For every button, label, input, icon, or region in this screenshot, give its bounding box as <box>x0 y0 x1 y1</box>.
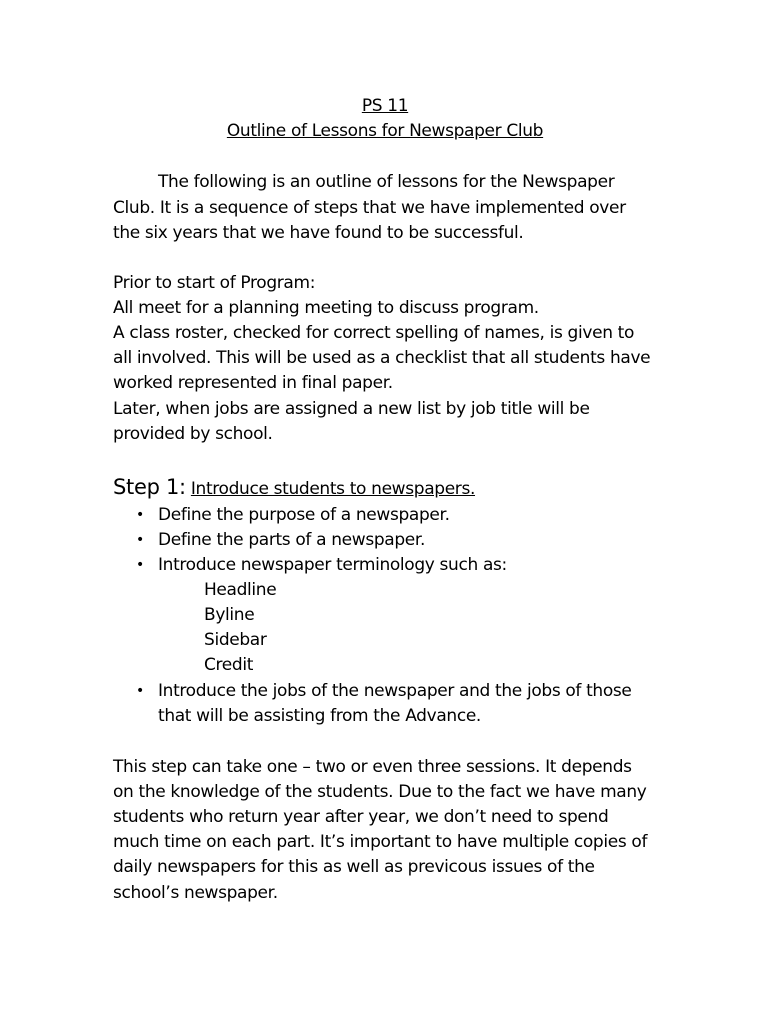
term-byline: Byline <box>204 605 255 625</box>
closing-line-1: This step can take one – two or even three sessions. It depends <box>113 757 632 777</box>
prior-line-4: worked represented in final paper. <box>113 373 393 393</box>
step-1-label: Step 1: <box>113 475 186 499</box>
intro-line-3: the six years that we have found to be successful. <box>113 223 524 243</box>
step-1-bullet-4-line-1: Introduce the jobs of the newspaper and the jobs of those <box>158 681 632 701</box>
closing-line-6: school’s newspaper. <box>113 883 278 903</box>
term-sidebar: Sidebar <box>204 630 267 650</box>
document-code: PS 11 <box>361 96 409 116</box>
step-1-bullet-4-line-2: that will be assisting from the Advance. <box>158 706 481 726</box>
term-credit: Credit <box>204 655 254 675</box>
bullet-marker: • <box>136 532 145 548</box>
step-1-bullet-3: Introduce newspaper terminology such as: <box>158 555 507 575</box>
intro-line-2: Club. It is a sequence of steps that we have implemented over <box>113 198 626 218</box>
bullet-marker: • <box>136 557 145 573</box>
document-title: Outline of Lessons for Newspaper Club <box>226 121 544 141</box>
step-1-title: Introduce students to newspapers. <box>190 479 476 499</box>
prior-line-6: provided by school. <box>113 424 273 444</box>
prior-line-3: all involved. This will be used as a checklist that all students have <box>113 348 651 368</box>
term-headline: Headline <box>204 580 277 600</box>
intro-line-1: The following is an outline of lessons for the Newspaper <box>158 172 615 192</box>
bullet-marker: • <box>136 683 145 699</box>
bullet-marker: • <box>136 507 145 523</box>
prior-line-1: All meet for a planning meeting to discuss program. <box>113 298 539 318</box>
closing-line-2: on the knowledge of the students. Due to the fact we have many <box>113 782 647 802</box>
prior-heading: Prior to start of Program: <box>113 273 316 293</box>
closing-line-4: much time on each part. It’s important to have multiple copies of <box>113 832 648 852</box>
step-1-bullet-2: Define the parts of a newspaper. <box>158 530 426 550</box>
prior-line-5: Later, when jobs are assigned a new list by job title will be <box>113 399 590 419</box>
step-1-bullet-1: Define the purpose of a newspaper. <box>158 505 450 525</box>
closing-line-3: students who return year after year, we don’t need to spend <box>113 807 609 827</box>
step-1-heading <box>113 475 475 500</box>
closing-line-5: daily newspapers for this as well as previcous issues of the <box>113 857 595 877</box>
prior-line-2: A class roster, checked for correct spelling of names, is given to <box>113 323 635 343</box>
